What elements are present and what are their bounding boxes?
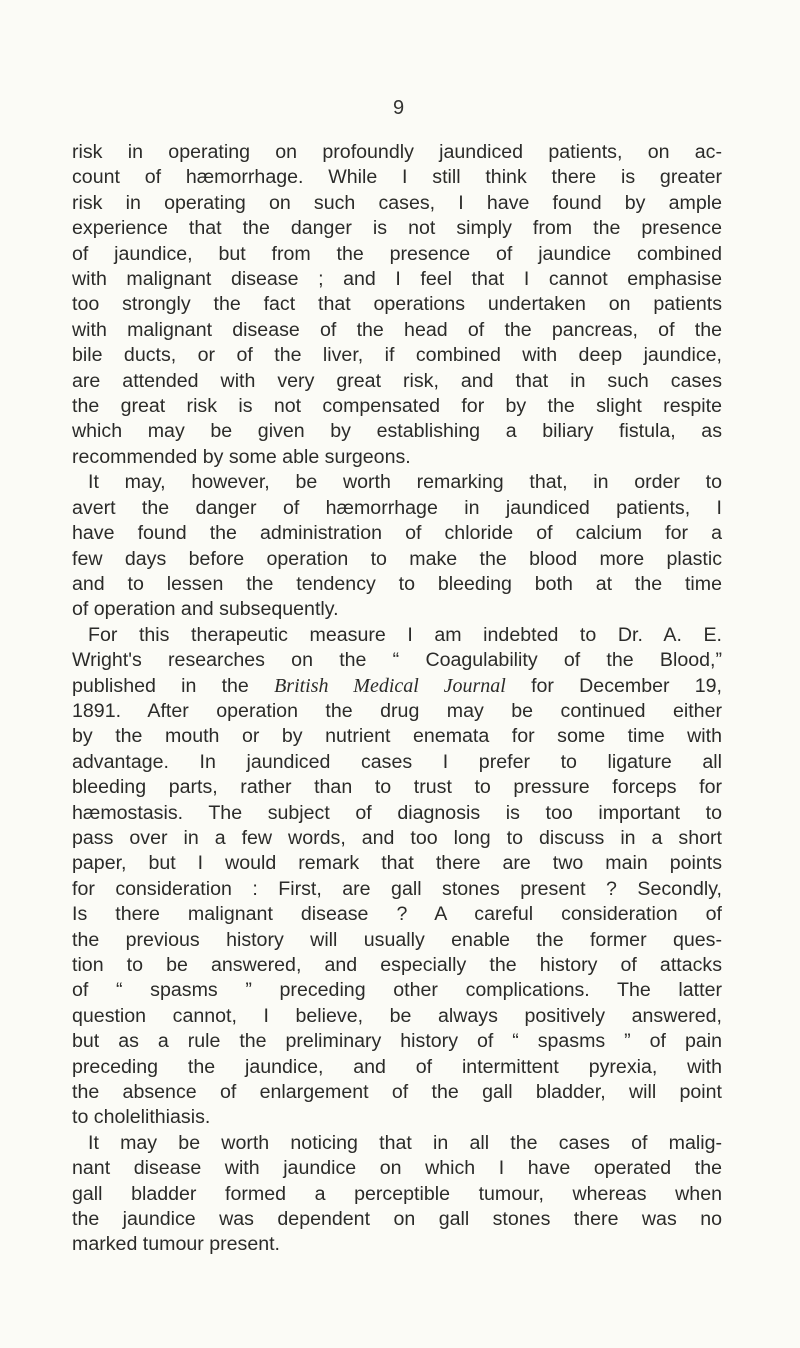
page-number: 9	[393, 97, 405, 119]
text-fragment: published in the	[72, 674, 249, 697]
text-line: are attended with very great risk, and that in such cases	[72, 369, 722, 392]
text-line: have found the administration of chloride of calcium for a	[72, 522, 722, 545]
text-line: to cholelithiasis.	[72, 1106, 211, 1129]
text-line: count of hæmorrhage. While I still think there is greater	[72, 166, 722, 189]
text-line: the absence of enlargement of the gall bladder, will point	[72, 1081, 722, 1104]
text-line-with-journal	[72, 674, 722, 699]
text-line: but as a rule the preliminary history of “ spasms ” of pain	[72, 1030, 722, 1053]
text-line: 1891. After operation the drug may be continued either	[72, 699, 722, 722]
text-line: preceding the jaundice, and of intermittent pyrexia, with	[72, 1055, 722, 1078]
text-line: with malignant disease ; and I feel that I cannot emphasise	[72, 268, 722, 291]
text-fragment: for December 19,	[531, 674, 722, 697]
text-line: and to lessen the tendency to bleeding both at the time	[72, 572, 722, 595]
text-line: It may, however, be worth remarking that, in order to	[88, 471, 722, 494]
text-line: question cannot, I believe, be always positively answered,	[72, 1004, 722, 1027]
text-line: Is there malignant disease ? A careful consideration of	[72, 903, 722, 926]
text-line: with malignant disease of the head of the pancreas, of the	[72, 318, 722, 341]
journal-title: British Medical Journal	[274, 674, 506, 697]
text-line: of “ spasms ” preceding other complications. The latter	[72, 979, 722, 1002]
text-line: It may be worth noticing that in all the cases of malig-	[88, 1131, 722, 1154]
text-line: for consideration : First, are gall stones present ? Secondly,	[72, 877, 722, 900]
text-line: the great risk is not compensated for by the slight respite	[72, 395, 722, 418]
text-line: of jaundice, but from the presence of jaundice combined	[72, 242, 722, 265]
text-line: Wright's researches on the “ Coagulability of the Blood,”	[72, 649, 722, 672]
text-line: bile ducts, or of the liver, if combined with deep jaundice,	[72, 344, 722, 367]
text-line: avert the danger of hæmorrhage in jaundiced patients, I	[72, 496, 722, 519]
text-line: tion to be answered, and especially the history of attacks	[72, 954, 722, 976]
text-line: advantage. In jaundiced cases I prefer to ligature all	[72, 750, 722, 773]
text-line: bleeding parts, rather than to trust to pressure forceps for	[72, 776, 722, 799]
text-line: experience that the danger is not simply from the presence	[72, 217, 722, 240]
text-line: few days before operation to make the blood more plastic	[72, 547, 722, 570]
text-line: the jaundice was dependent on gall stones there was no	[72, 1208, 722, 1231]
text-line: the previous history will usually enable the former ques-	[72, 928, 722, 951]
text-line: nant disease with jaundice on which I have operated the	[72, 1157, 722, 1180]
text-line: risk in operating on profoundly jaundiced patients, on ac-	[72, 141, 722, 163]
text-line: hæmostasis. The subject of diagnosis is too important to	[72, 801, 722, 824]
text-line: which may be given by establishing a biliary fistula, as	[72, 420, 722, 443]
text-line: paper, but I would remark that there are two main points	[72, 852, 722, 875]
text-line: gall bladder formed a perceptible tumour, whereas when	[72, 1182, 722, 1205]
text-line: of operation and subsequently.	[72, 598, 339, 621]
text-line: marked tumour present.	[72, 1233, 281, 1256]
body-text	[72, 140, 722, 1258]
text-line: by the mouth or by nutrient enemata for some time with	[72, 725, 722, 748]
text-line: too strongly the fact that operations undertaken on patients	[72, 293, 722, 316]
text-line: risk in operating on such cases, I have found by ample	[72, 191, 722, 214]
text-line: For this therapeutic measure I am indebted to Dr. A. E.	[88, 623, 722, 646]
text-line: pass over in a few words, and too long to discuss in a short	[72, 826, 722, 849]
text-line: recommended by some able surgeons.	[72, 445, 411, 468]
